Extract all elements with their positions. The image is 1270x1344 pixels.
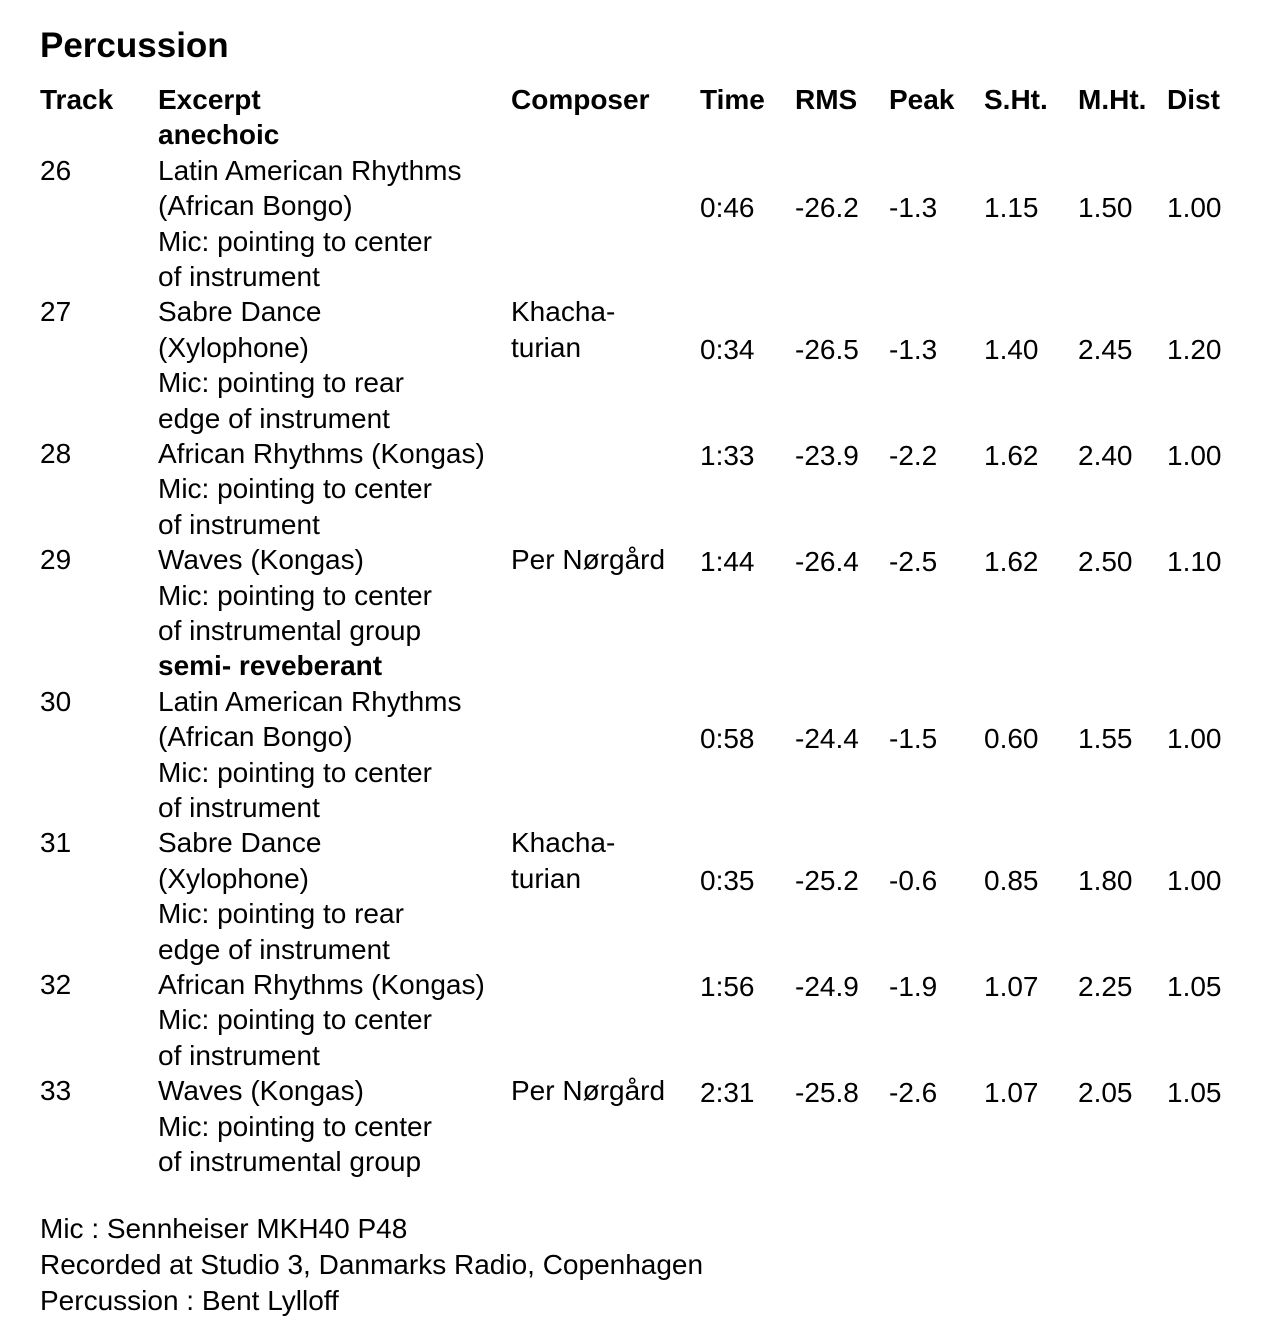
excerpt-line: of instrument — [158, 261, 320, 292]
track-number: 31 — [40, 827, 72, 859]
value-time: 0:34 — [700, 333, 755, 365]
footer-line: Recorded at Studio 3, Danmarks Radio, Copenhagen — [40, 1249, 704, 1280]
value-rms: -24.4 — [795, 723, 859, 755]
value-time: 0:58 — [700, 723, 755, 755]
value-dist: 1.20 — [1167, 333, 1222, 365]
value-rms: -24.9 — [795, 971, 859, 1002]
column-header-track: Track — [40, 84, 114, 115]
value-time: 0:35 — [700, 864, 755, 896]
excerpt-line: edge of instrument — [158, 933, 390, 965]
excerpt-line: of instrument — [158, 508, 320, 540]
excerpt-line: African Rhythms (Kongas) — [158, 438, 485, 469]
value-peak: -0.6 — [889, 864, 938, 896]
excerpt-line: (African Bongo) — [158, 190, 353, 222]
value-peak: -1.3 — [889, 333, 938, 365]
excerpt-line: (Xylophone) — [158, 331, 309, 363]
value-sht: 0.60 — [984, 723, 1039, 755]
excerpt-line: Mic: pointing to center — [158, 225, 432, 257]
track-number: 33 — [40, 1075, 72, 1107]
column-header-time: Time — [700, 84, 765, 115]
value-mht: 2.25 — [1078, 971, 1133, 1002]
value-dist: 1.05 — [1167, 1077, 1222, 1109]
track-number: 26 — [40, 154, 72, 186]
excerpt-line: African Rhythms (Kongas) — [158, 969, 485, 1000]
excerpt-line: Mic: pointing to center — [158, 579, 432, 611]
value-time: 2:31 — [700, 1077, 755, 1109]
value-rms: -23.9 — [795, 440, 859, 471]
column-header-rms: RMS — [795, 84, 858, 115]
composer-line: turian — [511, 331, 582, 363]
value-dist: 1.10 — [1167, 546, 1222, 578]
track-number: 32 — [40, 969, 72, 1000]
excerpt-line: of instrumental group — [158, 1146, 422, 1177]
value-rms: -26.4 — [795, 546, 859, 578]
excerpt-line: Latin American Rhythms — [158, 154, 462, 186]
column-header-sht: S.Ht. — [984, 84, 1048, 115]
section-heading: semi- reveberant — [158, 650, 383, 682]
composer-line: Khacha- — [511, 296, 616, 328]
excerpt-line: edge of instrument — [158, 402, 390, 434]
column-header-composer: Composer — [511, 84, 650, 115]
value-mht: 2.45 — [1078, 333, 1133, 365]
value-rms: -26.5 — [795, 333, 859, 365]
composer-line: Khacha- — [511, 827, 616, 859]
value-mht: 2.50 — [1078, 546, 1133, 578]
track-number: 29 — [40, 544, 72, 576]
track-number: 28 — [40, 438, 72, 469]
section-heading: anechoic — [158, 119, 280, 151]
excerpt-line: Mic: pointing to center — [158, 756, 432, 788]
value-time: 1:33 — [700, 440, 755, 471]
column-header-mht: M.Ht. — [1078, 84, 1147, 115]
value-rms: -26.2 — [795, 192, 859, 224]
excerpt-line: Mic: pointing to center — [158, 1110, 432, 1142]
column-header-excerpt: Excerpt — [158, 84, 261, 115]
excerpt-line: Latin American Rhythms — [158, 685, 462, 717]
value-mht: 2.40 — [1078, 440, 1133, 471]
value-sht: 1.40 — [984, 333, 1039, 365]
value-sht: 1.62 — [984, 546, 1039, 578]
value-sht: 1.62 — [984, 440, 1039, 471]
value-mht: 2.05 — [1078, 1077, 1133, 1109]
value-mht: 1.80 — [1078, 864, 1133, 896]
value-dist: 1.00 — [1167, 723, 1222, 755]
value-dist: 1.00 — [1167, 440, 1222, 471]
value-time: 1:44 — [700, 546, 755, 578]
excerpt-line: Waves (Kongas) — [158, 1075, 364, 1107]
footer-line: Percussion : Bent Lylloff — [40, 1285, 339, 1316]
track-number: 27 — [40, 296, 72, 328]
value-peak: -2.2 — [889, 440, 938, 471]
column-header-peak: Peak — [889, 84, 955, 115]
value-peak: -1.9 — [889, 971, 938, 1002]
track-number: 30 — [40, 685, 72, 717]
excerpt-line: Mic: pointing to center — [158, 1004, 432, 1036]
value-rms: -25.2 — [795, 864, 859, 896]
value-peak: -1.3 — [889, 192, 938, 224]
excerpt-line: Sabre Dance — [158, 296, 322, 328]
column-header-dist: Dist — [1167, 84, 1220, 115]
value-time: 0:46 — [700, 192, 755, 224]
value-mht: 1.55 — [1078, 723, 1133, 755]
excerpt-line: of instrumental group — [158, 615, 422, 646]
footer-line: Mic : Sennheiser MKH40 P48 — [40, 1213, 408, 1244]
value-sht: 1.15 — [984, 192, 1039, 224]
excerpt-line: Mic: pointing to rear — [158, 367, 404, 399]
value-mht: 1.50 — [1078, 192, 1133, 224]
value-peak: -1.5 — [889, 723, 938, 755]
value-time: 1:56 — [700, 971, 755, 1002]
composer-line: Per Nørgård — [511, 1075, 666, 1107]
composer-line: Per Nørgård — [511, 544, 666, 576]
value-peak: -2.5 — [889, 546, 938, 578]
value-peak: -2.6 — [889, 1077, 938, 1109]
excerpt-line: of instrument — [158, 1039, 320, 1071]
excerpt-line: (African Bongo) — [158, 721, 353, 753]
value-dist: 1.05 — [1167, 971, 1222, 1002]
value-sht: 0.85 — [984, 864, 1039, 896]
value-rms: -25.8 — [795, 1077, 859, 1109]
value-sht: 1.07 — [984, 1077, 1039, 1109]
excerpt-line: Mic: pointing to center — [158, 473, 432, 505]
excerpt-line: Sabre Dance — [158, 827, 322, 859]
excerpt-line: (Xylophone) — [158, 862, 309, 894]
value-sht: 1.07 — [984, 971, 1039, 1002]
value-dist: 1.00 — [1167, 864, 1222, 896]
composer-line: turian — [511, 862, 582, 894]
excerpt-line: of instrument — [158, 792, 320, 823]
excerpt-line: Waves (Kongas) — [158, 544, 364, 576]
value-dist: 1.00 — [1167, 192, 1222, 224]
page-title: Percussion — [40, 26, 229, 65]
excerpt-line: Mic: pointing to rear — [158, 898, 404, 930]
